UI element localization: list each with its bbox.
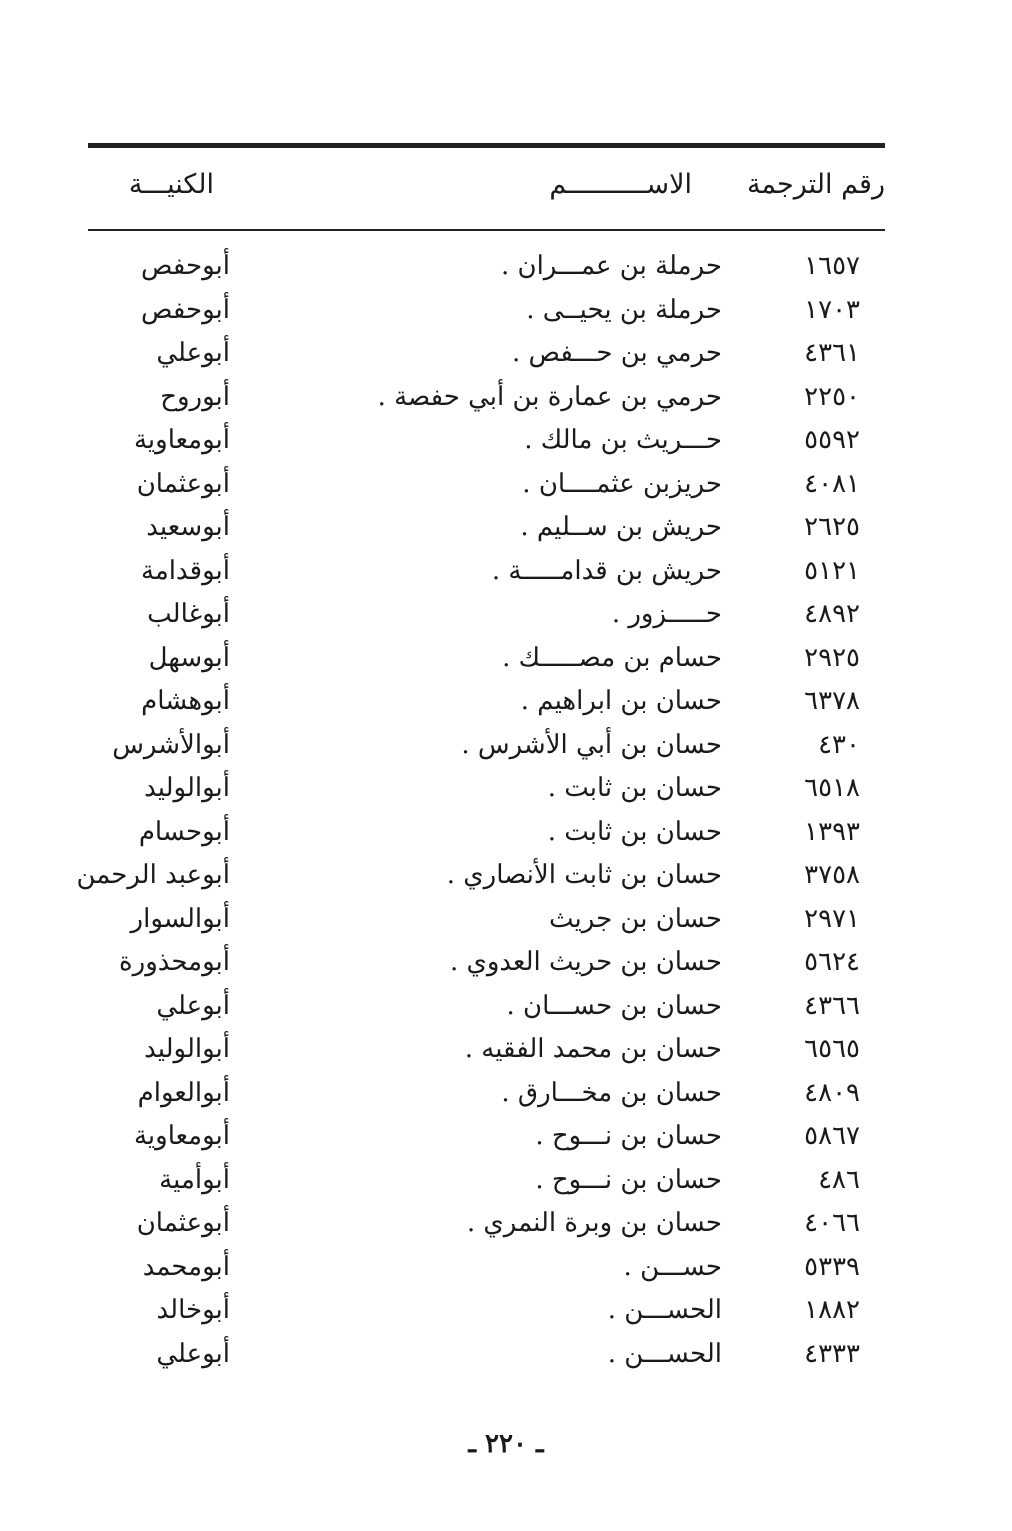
table-row [0,985,1012,1028]
translation-number: ٥١٢١ [804,555,860,586]
person-name: حـــريث بن مالك . [524,425,722,455]
translation-number: ٤٠٨١ [804,468,860,499]
table-row [0,1072,1012,1115]
translation-number: ٥٨٦٧ [804,1121,860,1151]
person-kunya: أبوحسام [138,816,230,847]
person-name: حسان بن نـــوح . [535,1121,722,1151]
table-row [0,550,1012,593]
person-kunya: أبومحمد [142,1251,230,1282]
person-kunya: أبوسهل [148,642,230,673]
person-name: حسام بن مصـــــك . [502,642,722,673]
table-row [0,332,1012,375]
translation-number: ٤٣٣٣ [804,1338,860,1369]
table-row [0,376,1012,419]
table-row [0,245,1012,288]
translation-number: ١٧٠٣ [804,294,860,325]
person-name: حرملة بن عمـــران . [500,251,722,281]
translation-number: ٢٦٢٥ [804,512,860,542]
person-kunya: أبوروح [160,381,230,412]
table-row [0,1028,1012,1071]
table-row [0,1159,1012,1202]
translation-number: ٦٥١٨ [804,773,860,803]
person-name: حرملة بن يحيــى . [526,294,722,325]
translation-number: ٦٥٦٥ [804,1034,860,1064]
translation-number: ٤٠٦٦ [804,1208,860,1238]
table-row [0,854,1012,897]
translation-number: ٢٩٢٥ [804,642,860,673]
translation-number: ١٣٩٣ [804,816,860,847]
table-row [0,898,1012,941]
person-kunya: أبوحفص [141,251,230,281]
person-name: حرمي بن عمارة بن أبي حفصة . [377,381,722,412]
table-row [0,1289,1012,1332]
table-row [0,637,1012,680]
person-kunya: أبوغالب [147,599,230,629]
person-name: حسان بن أبي الأشرس . [461,729,722,760]
translation-number: ٤٣٦١ [804,338,860,368]
table-row [0,1333,1012,1376]
top-rule [88,143,885,148]
table-row [0,941,1012,984]
translation-number: ٥٣٣٩ [804,1251,860,1282]
table-row [0,593,1012,636]
person-name: حسان بن ثابت . [547,816,722,847]
translation-number: ٥٦٢٤ [804,947,860,977]
person-kunya: أبوعثمان [136,1208,230,1238]
person-name: حسان بن ابراهيم . [520,686,722,716]
translation-number: ٤٣٠ [818,729,860,760]
person-kunya: أبوعلي [156,1338,230,1369]
person-kunya: أبومعاوية [133,425,230,455]
translation-number: ١٦٥٧ [804,251,860,281]
table-row [0,724,1012,767]
person-name: حســـن . [623,1251,722,1282]
person-name: الحســـن . [607,1338,722,1369]
person-name: حسان بن وبرة النمري . [466,1208,722,1238]
person-kunya: أبوعبد الرحمن [76,860,230,890]
translation-number: ٤٨٩٢ [804,599,860,629]
table-row [0,680,1012,723]
person-name: حريش بن ســليم . [520,512,722,542]
table-row [0,1202,1012,1245]
person-name: الحســـن . [607,1295,722,1325]
person-kunya: أبوهشام [141,686,230,716]
person-kunya: أبوالسوار [130,903,230,934]
person-kunya: أبوحفص [141,294,230,325]
person-kunya: أبوالأشرس [112,729,230,760]
table-row [0,463,1012,506]
translation-number: ٤٣٦٦ [804,990,860,1021]
person-kunya: أبوعلي [156,338,230,368]
page-number: ـ ٢٢٠ ـ [468,1429,544,1459]
person-name: حسان بن مخـــارق . [501,1077,722,1108]
person-kunya: أبوعلي [156,990,230,1021]
person-kunya: أبوأمية [159,1164,230,1195]
translation-number: ٢٢٥٠ [804,381,860,412]
person-name: حسان بن جريث [548,903,722,934]
table-row [0,1115,1012,1158]
person-name: حسان بن حريث العدوي . [449,947,722,977]
translation-number: ٣٧٥٨ [804,860,860,890]
person-name: حسان بن ثابت الأنصاري . [446,860,722,890]
translation-number: ٥٥٩٢ [804,425,860,455]
translation-number: ٦٣٧٨ [804,686,860,716]
translation-number: ٢٩٧١ [804,903,860,934]
table-row [0,767,1012,810]
translation-number: ٤٨٠٩ [804,1077,860,1108]
person-name: حريزبن عثمــــان . [522,468,722,499]
table-row [0,506,1012,549]
person-name: حرمي بن حـــفص . [511,338,722,368]
person-name: حـــــزور . [611,599,722,629]
translation-number: ٤٨٦ [818,1164,860,1195]
person-kunya: أبوالوليد [144,1034,230,1064]
person-kunya: أبوالعوام [137,1077,230,1108]
person-kunya: أبوسعيد [146,512,230,542]
person-name: حريش بن قدامـــــة . [491,555,722,586]
person-kunya: أبومعاوية [133,1121,230,1151]
header-name: الاســــــــــم [549,169,692,200]
table-body [0,245,1012,1375]
person-kunya: أبوقدامة [140,555,230,586]
person-kunya: أبوخالد [156,1295,230,1325]
header-translation-number: رقم الترجمة [746,169,885,200]
table-row [0,1246,1012,1289]
header-rule [88,229,885,231]
person-kunya: أبوعثمان [136,468,230,499]
header-kunya: الكنيـــة [128,169,214,200]
table-row [0,811,1012,854]
table-row [0,289,1012,332]
person-kunya: أبوالوليد [144,773,230,803]
person-name: حسان بن محمد الفقيه . [464,1034,722,1064]
person-kunya: أبومحذورة [119,947,230,977]
table-row [0,419,1012,462]
person-name: حسان بن ثابت . [547,773,722,803]
person-name: حسان بن حســـان . [506,990,722,1021]
person-name: حسان بن نـــوح . [535,1164,722,1195]
table-header [0,160,1012,210]
translation-number: ١٨٨٢ [804,1295,860,1325]
